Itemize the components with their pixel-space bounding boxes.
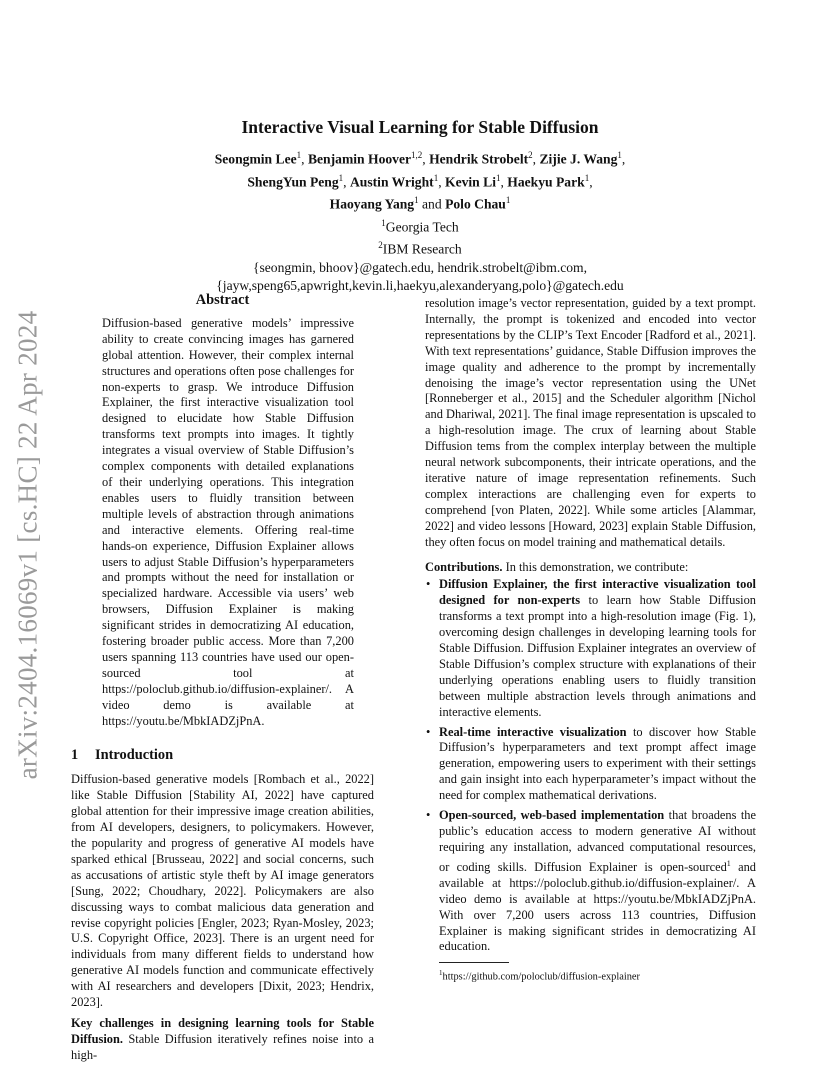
footnote-link[interactable]: https://github.com/poloclub/diffusion-explainer (442, 971, 640, 983)
footnote-marker: 1 (726, 858, 731, 868)
section-title: Introduction (95, 747, 174, 764)
paragraph-lead: Key challenges in designing learning tools for Stable Diffusion. (71, 1015, 374, 1046)
abstract-text: Diffusion-based generative models’ impressive ability to create convincing images has garnered global attention. However, their complex internal structures and operations often pose challenges for non-experts to grasp. We introduce Diffusion Explainer, the first interactive visualization tool designed to elucidate how Stable Diffusion transforms text prompts into images. It tightly integrates a visual overview of Stable Diffusion’s complex components with detailed explanations of their underlying operations. This integration enables users to fluidly transition between multiple levels of abstraction through animations and interactive elements. Offering real-time hands-on experience, Diffusion Explainer allows users to adjust Stable Diffusion’s hyperparameters and prompts without the need for installation or specialized hardware. Accessible via users’ web browsers, Diffusion Explainer is making significant strides in democratizing AI education, fostering broader public access. More than 7,200 users spanning 113 countries have used our open-sourced tool at https://poloclub.github.io/diffusion-explainer/. A video demo is available at https://youtu.be/MbkIADZjPnA. (102, 315, 354, 728)
footnote-divider (439, 962, 509, 963)
section-number: 1 (71, 747, 79, 764)
author-name: Polo Chau (445, 196, 506, 212)
paper-header (90, 117, 750, 295)
challenges-paragraph: Key challenges in designing learning tools for Stable Diffusion. Stable Diffusion iteratively refines noise into a high- (71, 1015, 374, 1062)
bullet-icon: • (426, 724, 431, 739)
author-line-1: Seongmin Lee$^1$, Benjamin Hoover$^{1,2}$, Hendrik Strobelt$^2$, Zijie J. Wang$^1$, (214, 150, 626, 167)
right-column (425, 296, 756, 984)
author-line-3: Haoyang Yang$^1$ and Polo Chau$^1$ (329, 195, 511, 212)
author-name: Haoyang Yang (329, 196, 415, 212)
list-item: • Real-time interactive visualization to discover how Stable Diffusion’s hyperparameters and text prompt affect image generation, empowering users to experiment with their settings and gain insight into each hyperparameter’s impact without the need for complex mathematical derivations. (426, 724, 756, 803)
bullet-icon: • (426, 577, 431, 592)
contribution-list (425, 577, 756, 955)
contributions-paragraph: Contributions. In this demonstration, we contribute: (425, 559, 689, 574)
intro-paragraph: Diffusion-based generative models [Rombach et al., 2022] like Stable Diffusion [Stability AI, 2022] have captured global attention for their impressive image creation abilities, from AI developers, designers, to policymakers. However, the popularity and progress of generative AI models have sparked ethical [Brusseau, 2022] and social concerns, such as accusations of artistic style theft by AI image generators [Sung, 2022; Choudhary, 2022]. Policymakers are also discussing ways to combat malicious data generation and revise copyright policies [Engler, 2023; Ryan-Mosley, 2023; U.S. Copyright Office, 2023]. There is an urgent need for individuals from many different fields to understand how generative AI models function and communicate effectively with AI researchers and developers [Dixit, 2023; Hendrix, 2023]. (71, 772, 374, 1010)
paper-title: Interactive Visual Learning for Stable Diffusion (241, 117, 599, 137)
arxiv-identifier: arXiv:2404.16069v1 [cs.HC] 22 Apr 2024 (12, 310, 43, 780)
author-list (90, 146, 750, 214)
author-line-2: ShengYun Peng$^1$, Austin Wright$^1$, Kevin Li$^1$, Haekyu Park$^1$, (247, 172, 593, 190)
list-item: • Diffusion Explainer, the first interactive visualization tool designed for non-experts to learn how Stable Diffusion transforms a text prompt into a high-resolution image (Fig. 1), overcoming design challenges in developing learning tools for Stable Diffusion. Diffusion Explainer integrates an overview of Stable Diffusion’s complex structure with explanations of their underlying operations enabling users to fluidly transition between multiple abstraction levels through animations and interactive elements. (426, 577, 756, 719)
author-name: Benjamin Hoover (307, 151, 412, 167)
author-name: Hendrik Strobelt (429, 151, 529, 167)
affiliation: $^2$IBM Research (378, 240, 462, 257)
author-name: Kevin Li (445, 174, 496, 190)
email-line: {jayw,speng65,apwright,kevin.li,haekyu,alexanderyang,polo}@gatech.edu (216, 277, 624, 293)
and-word: and (422, 196, 442, 212)
footnote: $^1$https://github.com/poloclub/diffusion-explainer (439, 969, 640, 983)
email-line: {seongmin, bhoov}@gatech.edu, hendrik.strobelt@ibm.com, (252, 259, 588, 275)
author-name: Austin Wright (349, 174, 434, 190)
author-name: Seongmin Lee (214, 151, 297, 167)
author-name: Haekyu Park (507, 174, 585, 190)
author-name: Zijie J. Wang (539, 151, 618, 167)
section-heading (71, 748, 374, 764)
affiliation: $^1$Georgia Tech (381, 217, 459, 235)
abstract-heading: Abstract (195, 292, 250, 308)
left-column (71, 293, 374, 1064)
author-name: ShengYun Peng (247, 174, 339, 190)
paragraph-lead: Contributions. (425, 559, 503, 574)
list-item: • Open-sourced, web-based implementation that broadens the public’s education access to modern generative AI without requiring any installation, advanced computational resources, or coding skills. Diffusion Explainer is open-sourced$^1$ and available at https://poloclub.github.io/diffusion-explainer/. A video demo is available at https://youtu.be/MbkIADZjPnA. With over 7,200 users across 113 countries, Diffusion Explainer is making significant strides in democratizing AI education. (426, 808, 756, 954)
bullet-icon: • (426, 808, 431, 823)
body-paragraph: resolution image’s vector representation, guided by a text prompt. Internally, the prompt is tokenized and encoded into vector representations by the CLIP’s Text Encoder [Radford et al., 2021]. With text representations’ guidance, Stable Diffusion improves the image quality and adherence to the prompt by incrementally denoising the image’s vector representation using the UNet [Ronneberger et al., 2015] and the Scheduler algorithm [Nichol and Dhariwal, 2021]. The final image representation is upscaled to a high-resolution image. The crux of learning about Stable Diffusion tems from the complex interplay between the multiple neural network subcomponents, their intricate operations, and the iterative nature of image representation refinements. Such complex interactions are challenging even for experts to comprehend [von Platen, 2022]. While some articles [Alammar, 2022] and video lessons [Howard, 2023] explain Stable Diffusion, they often focus on model training and mathematical details. (425, 296, 756, 549)
